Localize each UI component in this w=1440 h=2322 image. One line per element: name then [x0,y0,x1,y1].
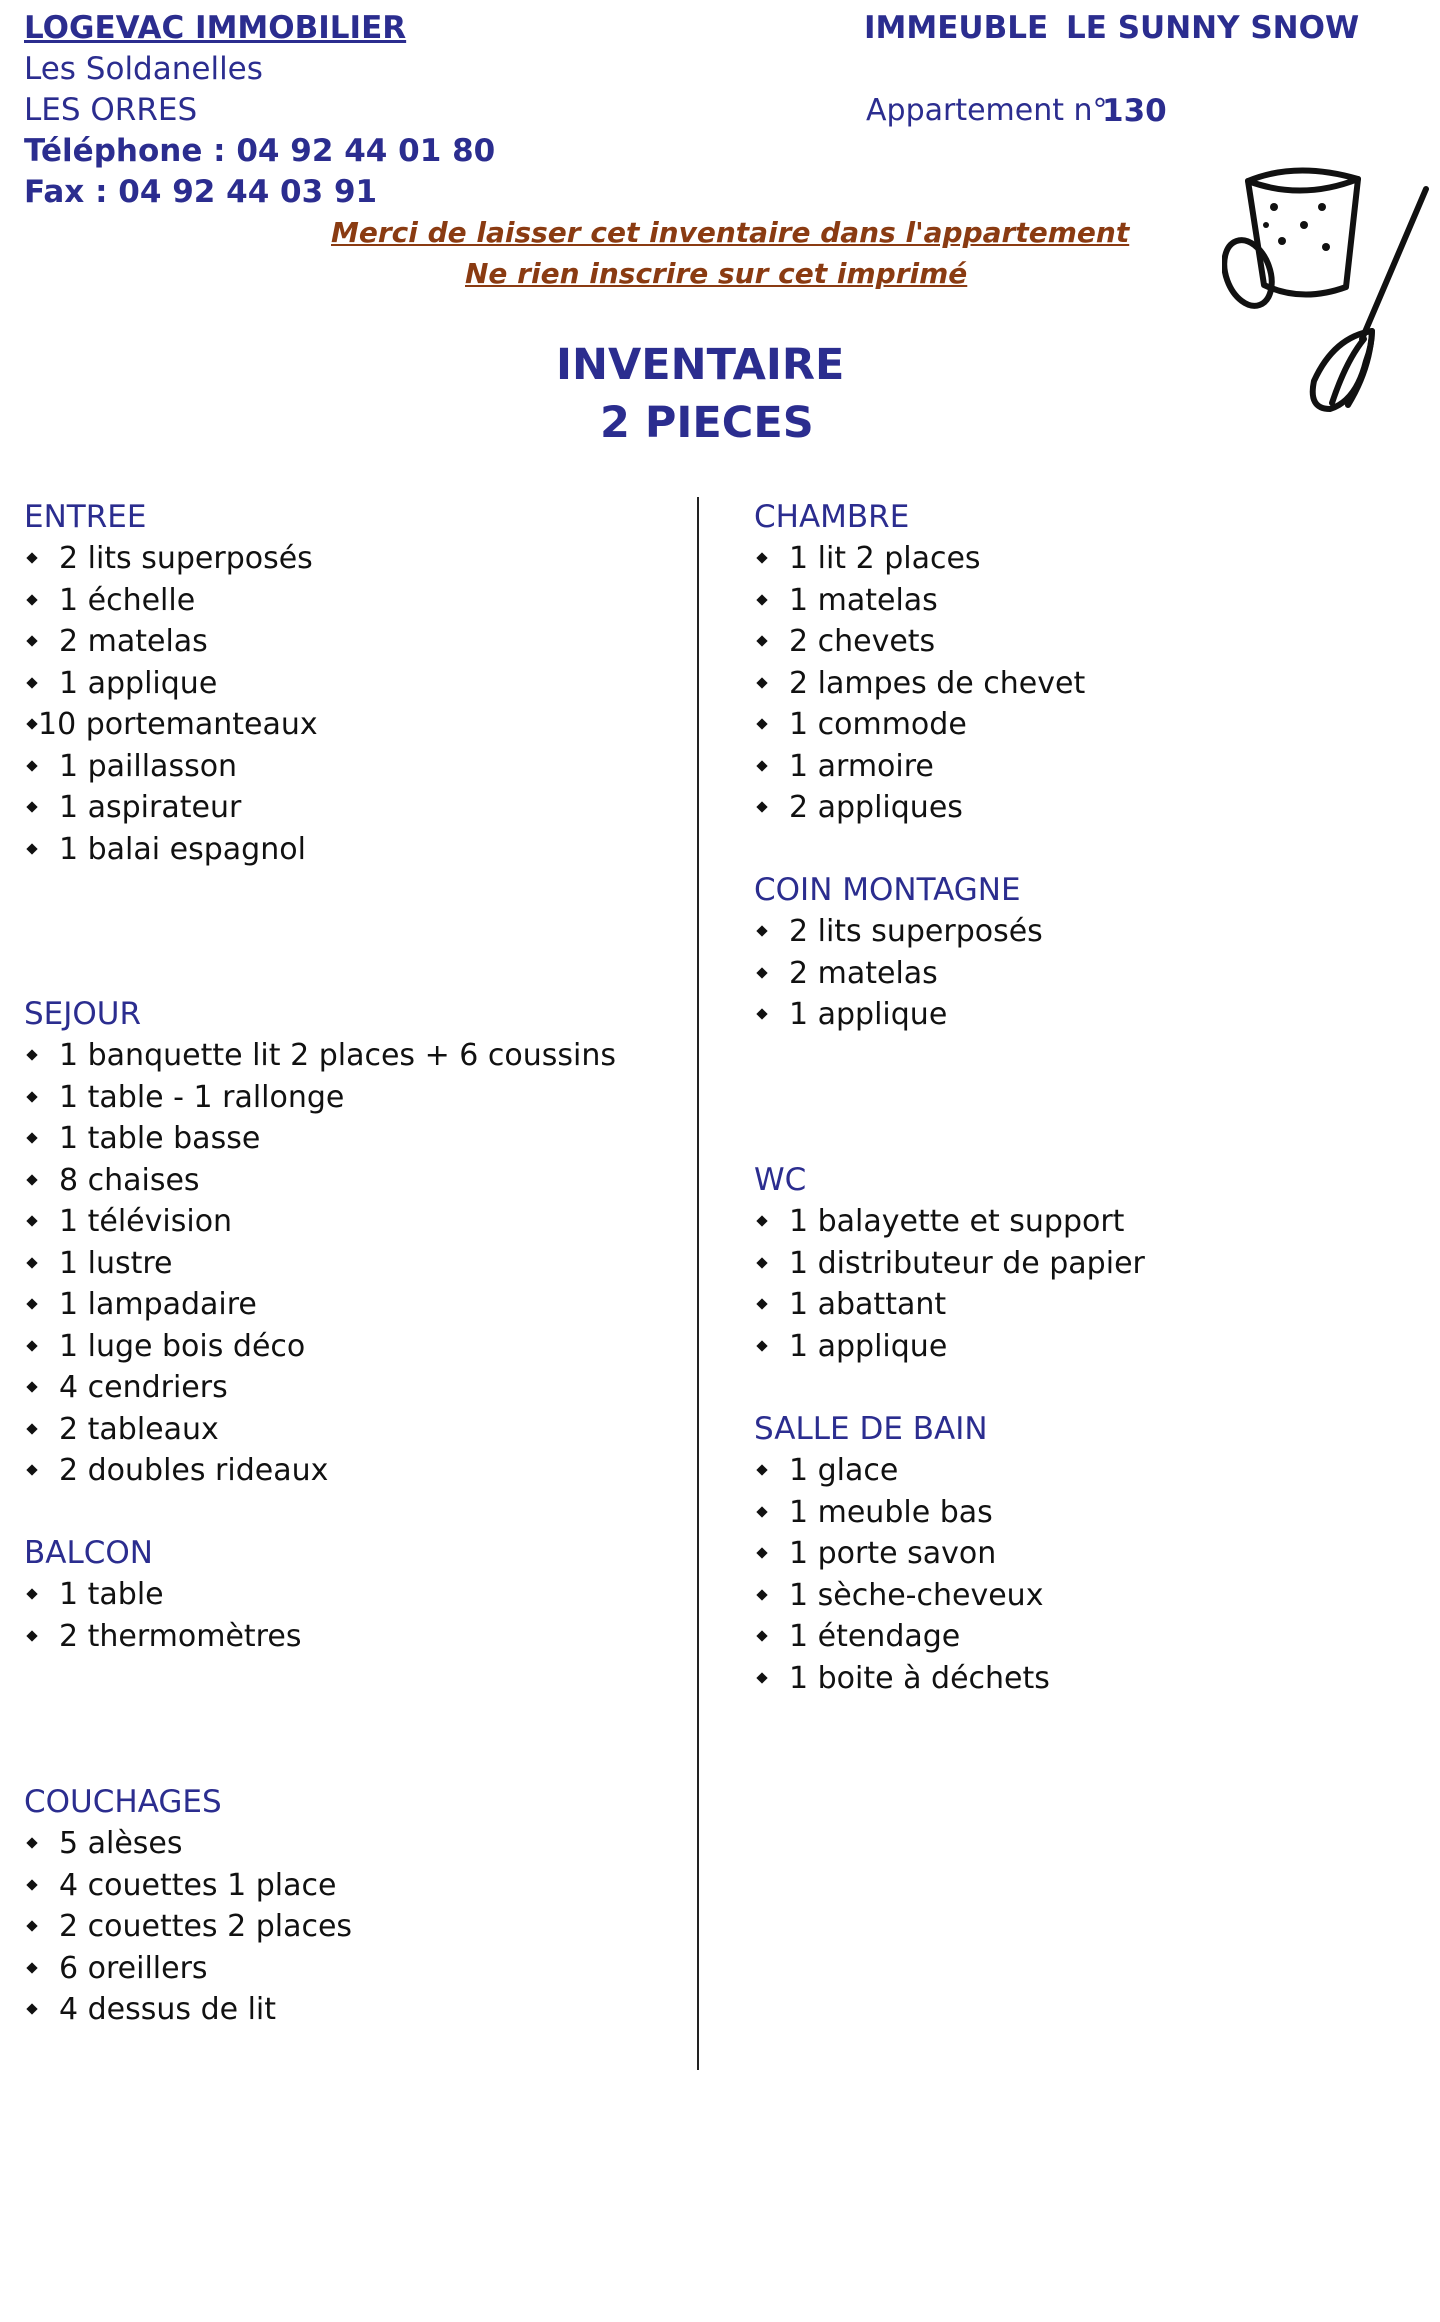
notice-do-not-write: Ne rien inscrire sur cet imprimé [465,257,968,290]
list-item: 2 couettes 2 places [24,1906,352,1948]
page-title: INVENTAIRE [556,340,845,390]
list-item: 2 appliques [754,787,1085,829]
section-balcon [24,1533,301,1657]
list-item: 8 chaises [24,1160,616,1202]
list-item: 1 commode [754,704,1085,746]
list-item: 1 luge bois déco [24,1326,616,1368]
section-salle-de-bain [754,1409,1050,1699]
list-item: 2 lits superposés [24,538,318,580]
building-label: IMMEUBLE [864,10,1049,46]
list-item: 1 armoire [754,746,1085,788]
list-item: 1 applique [24,663,318,705]
section-sejour [24,994,616,1492]
address-line-1: Les Soldanelles [24,51,263,87]
section-heading: CHAMBRE [754,499,910,535]
list-item: 1 paillasson [24,746,318,788]
list-item: 1 étendage [754,1616,1050,1658]
list-item: 1 meuble bas [754,1492,1050,1534]
list-item: 1 table [24,1574,301,1616]
list-item: 1 aspirateur [24,787,318,829]
list-item: 1 table - 1 rallonge [24,1077,616,1119]
list-item: 2 tableaux [24,1409,616,1451]
list-item: 2 lampes de chevet [754,663,1085,705]
list-item: 1 lit 2 places [754,538,1085,580]
section-entree [24,497,318,870]
whisk-bowl-icon [1222,155,1437,415]
list-item: 1 sèche-cheveux [754,1575,1050,1617]
list-item: 4 couettes 1 place [24,1865,352,1907]
list-item: 1 glace [754,1450,1050,1492]
list-item: 5 alèses [24,1823,352,1865]
list-item: 4 dessus de lit [24,1989,352,2031]
company-name: LOGEVAC IMMOBILIER [24,10,407,46]
list-item: 1 lustre [24,1243,616,1285]
list-item: 1 banquette lit 2 places + 6 coussins [24,1035,616,1077]
list-item: 1 boite à déchets [754,1658,1050,1700]
list-item: 1 matelas [754,580,1085,622]
list-item: 2 lits superposés [754,911,1043,953]
list-item: 6 oreillers [24,1948,352,1990]
apartment-label: Appartement n° [866,93,1108,128]
apartment-number: 130 [1102,93,1167,129]
list-item: 2 matelas [754,953,1043,995]
list-item: 2 matelas [24,621,318,663]
list-item: 1 télévision [24,1201,616,1243]
list-item: 1 porte savon [754,1533,1050,1575]
section-heading: SALLE DE BAIN [754,1411,988,1447]
list-item: 2 chevets [754,621,1085,663]
list-item: 10 portemanteaux [24,704,318,746]
section-heading: WC [754,1162,807,1198]
list-item: 2 thermomètres [24,1616,301,1658]
list-item: 1 lampadaire [24,1284,616,1326]
list-item: 1 balai espagnol [24,829,318,871]
section-chambre [754,497,1085,829]
column-divider [697,497,699,2070]
section-heading: BALCON [24,1535,153,1571]
section-heading: SEJOUR [24,996,142,1032]
page-subtitle: 2 PIECES [600,398,814,448]
notice-keep-inventory: Merci de laisser cet inventaire dans l'appartement [331,216,1130,249]
section-heading: ENTREE [24,499,147,535]
list-item: 1 distributeur de papier [754,1243,1145,1285]
address-line-2: LES ORRES [24,92,198,128]
list-item: 1 table basse [24,1118,616,1160]
list-item: 1 balayette et support [754,1201,1145,1243]
section-heading: COUCHAGES [24,1784,222,1820]
list-item: 1 échelle [24,580,318,622]
section-wc [754,1160,1145,1367]
list-item: 2 doubles rideaux [24,1450,616,1492]
section-heading: COIN MONTAGNE [754,872,1021,908]
phone-number: Téléphone : 04 92 44 01 80 [24,133,496,169]
building-name: LE SUNNY SNOW [1066,10,1360,46]
fax-number: Fax : 04 92 44 03 91 [24,174,378,210]
list-item: 1 applique [754,1326,1145,1368]
section-couchages [24,1782,352,2031]
section-coin-montagne [754,870,1043,1036]
list-item: 4 cendriers [24,1367,616,1409]
list-item: 1 applique [754,994,1043,1036]
list-item: 1 abattant [754,1284,1145,1326]
